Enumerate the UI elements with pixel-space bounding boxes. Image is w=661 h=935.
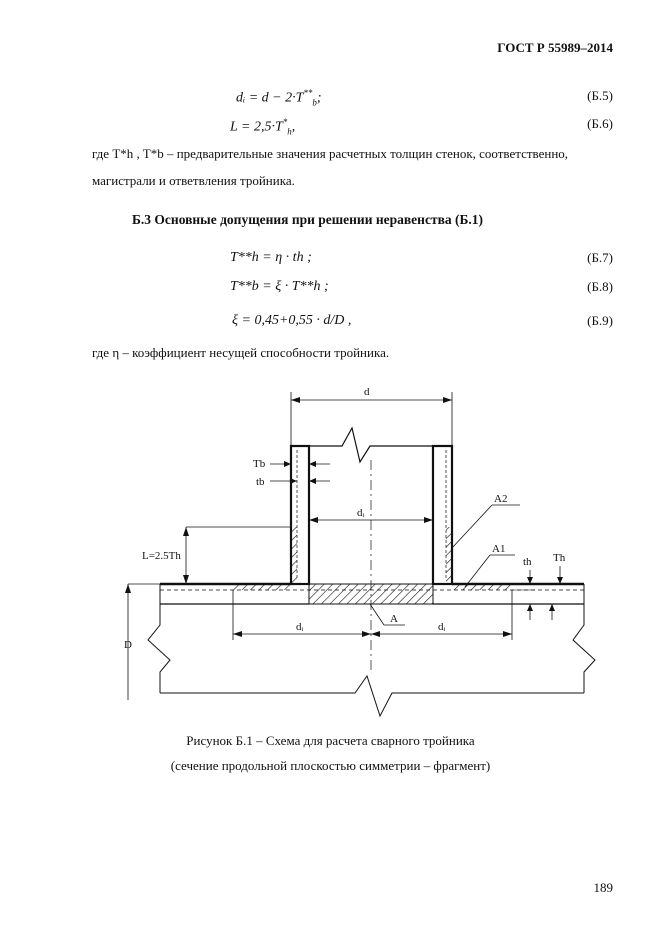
label-A-group: [370, 604, 405, 625]
equation-number-b8: (Б.8): [587, 279, 613, 294]
label-A2-group: [452, 493, 520, 548]
label-A: A: [390, 613, 398, 625]
label-A2: A2: [494, 493, 508, 505]
label-A1: A1: [492, 543, 506, 555]
formula-b6-expr: L = 2,5·T: [230, 119, 283, 135]
label-d: d: [364, 386, 370, 398]
formula-b5-sub: b: [312, 97, 317, 108]
label-Tb: Tb: [253, 458, 266, 470]
section-title: Б.3 Основные допущения при решении неравенства (Б.1): [132, 212, 484, 227]
formula-b5-tail: ;: [316, 90, 322, 106]
label-di-right: dᵢ: [438, 621, 446, 633]
dimension-D: [124, 584, 160, 700]
formula-b6-tail: ,: [291, 119, 296, 135]
where-paragraph-line2: магистрали и ответвления тройника.: [92, 173, 295, 188]
formula-b6-sub: h: [287, 126, 292, 137]
formula-b5-expr: dᵢ = d − 2·T: [236, 90, 304, 106]
label-Th: Th: [553, 552, 566, 564]
figure-caption-line2: (сечение продольной плоскостью симметрии – фрагмент): [170, 758, 491, 773]
label-di-top: dᵢ: [357, 507, 365, 519]
label-A1-group: [465, 543, 515, 587]
equation-number-b6: (Б.6): [587, 116, 613, 131]
branch-weld-right: [446, 527, 452, 584]
page-number: 189: [593, 880, 613, 895]
dimension-L: [142, 527, 291, 584]
formula-b9: ξ = 0,45+0,55 · d/D ,: [232, 313, 352, 328]
label-D: D: [124, 639, 132, 651]
main-pipe: [148, 584, 595, 716]
label-th: th: [523, 556, 532, 568]
equation-number-b7: (Б.7): [587, 250, 613, 265]
equation-number-b5: (Б.5): [587, 88, 613, 103]
figure-caption-line1: Рисунок Б.1 – Схема для расчета сварного тройника: [186, 733, 475, 748]
formula-b6-sup: *: [282, 117, 288, 127]
label-tb: tb: [256, 476, 265, 488]
label-di-left: dᵢ: [296, 621, 304, 633]
where-paragraph-line1: где T*h , T*b – предварительные значения расчетных толщин стенок, соответственно,: [92, 146, 569, 161]
where-eta-paragraph: где η – коэффициент несущей способности тройника.: [92, 345, 390, 360]
dimension-th-Th: [512, 552, 566, 620]
formula-b8: T**b = ξ · T**h ;: [230, 279, 329, 294]
document-header: ГОСТ Р 55989–2014: [497, 40, 613, 55]
formula-b5-sup: **: [303, 88, 313, 98]
dimension-d: [291, 386, 452, 445]
formula-b7: T**h = η · th ;: [230, 250, 312, 265]
branch-weld-left: [291, 527, 297, 584]
equation-number-b9: (Б.9): [587, 313, 613, 328]
label-L: L=2.5Th: [142, 550, 181, 562]
